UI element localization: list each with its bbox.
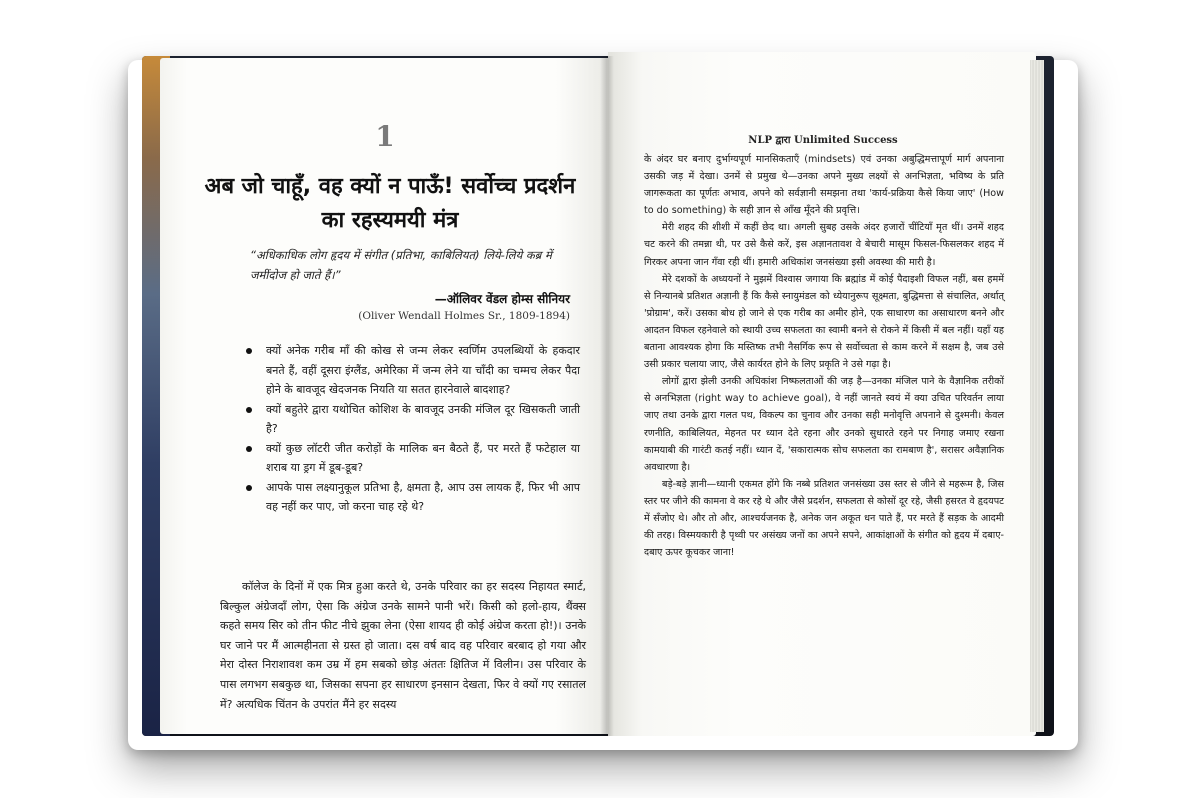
body-paragraph: बड़े-बड़े ज्ञानी—ध्यानी एकमत होंगे कि नब्बे प्रतिशत जनसंख्या उस स्तर से जीने से महरूम है, जिस स्तर पर जीने की कामना वे कर रहे थे और जैसे प्रदर्शन, सफलता से कोसों दूर रहे, जैसी हसरत वे हृदयपट में सँजोए थे। और तो और, आश्चर्यजनक है, अनेक जन अकूत धन पाते हैं, पर मरते हैं सड़क के आदमी की तरह। विस्मयकारी है पृथ्वी पर असंख्य जनों का अपने सपने, आकांक्षाओं के संगीत को हृदय में दबाए-दबाए ऊपर कूचकर जाना! xyxy=(644,478,1004,559)
book-spine xyxy=(600,56,614,736)
epigraph-author: —ऑलिवर वेंडल होम्स सीनियर xyxy=(434,292,570,306)
body-paragraph: मेरी शहद की शीशी में कहीं छेद था। अगली सुबह उसके अंदर हजारों चींटियाँ मृत थीं। उनमें शहद चट करने की तमन्ना थी, पर उसे कैसे करें, इस अज्ञानतावश वे बेचारी मासूम फिसल-फिसलकर शहद में गिरकर अपना जान गँवा रही थीं। हमारी अधिकांश जनसंख्या इसी अवस्था की मारी है। xyxy=(644,222,1004,268)
list-item: क्यों अनेक गरीब माँ की कोख से जन्म लेकर स्वर्णिम उपलब्धियों के हकदार बनते हैं, वहीं दूसरा इंग्लैंड, अमेरिका में जन्म लेने या चाँदी का चम्मच लेकर पैदा होने के बावजूद खेदजनक नियति या सतत हारनेवाले बादशाह? xyxy=(240,341,580,400)
chapter-number: 1 xyxy=(375,120,395,153)
bullet-icon xyxy=(246,446,252,452)
right-page xyxy=(608,52,1036,736)
page-edges xyxy=(1030,60,1044,732)
epigraph-quote: “अधिकाधिक लोग हृदय में संगीत (प्रतिभा, काबिलियत) लिये-लिये कब्र में जमींदोज हो जाते हैं।” xyxy=(250,248,552,282)
bullet-icon xyxy=(246,485,252,491)
list-item: क्यों बहुतेरे द्वारा यथोचित कोशिश के बावजूद उनकी मंजिल दूर खिसकती जाती है? xyxy=(240,400,580,439)
body-paragraph: मेरे दशकों के अध्ययनों ने मुझमें विश्वास जगाया कि ब्रह्मांड में कोई पैदाइशी विफल नहीं, बस हममें से निन्यानबे प्रतिशत अज्ञानी हैं कि कैसे स्नायुमंडल को ध्येयानुरूप सूक्ष्मता, बुद्धिमत्ता से संचालित, अर्थात् 'प्रोग्राम', करें। उसका बोध हो जाने से एक गरीब का अमीर होने, एक साधारण का असाधारण बनने और आदतन विफल रहनेवाले को स्थायी उच्च सफलता का स्वामी बनने से रोकने में किसी में बल नहीं। यहाँ यह बताना आवश्यक होगा कि मस्तिष्क तभी नैसर्गिक रूप से सर्वोच्चता से काम करने में सक्षम है, जब उसे उसी प्रकार चलाया जाए, जैसे कार्यरत होने के लिए प्रकृति ने उसे गढ़ा है। xyxy=(644,273,1004,371)
body-paragraph: लोगों द्वारा झेली उनकी अधिकांश निष्फलताओं की जड़ है—उनका मंजिल पाने के वैज्ञानिक तरीकों से अनभिज्ञता (right way to achieve goal), वे नहीं जानते स्वयं में क्या उचित परिवर्तन लाया जाए तथा उनके द्वारा गलत पथ, विकल्प का चुनाव और उनका सही मनोवृत्ति अपनाने से दुश्मनी। केवल रणनीति, काबिलियत, मेहनत पर ध्यान देते रहना और उनको सुधारते रहने पर निगाह जमाए रखना कामयाबी की गारंटी कतई नहीं। ध्यान दें, 'सकारात्मक सोच सफलता का रामबाण है', सरासर अवैज्ञानिक अवधारणा है। xyxy=(644,376,1004,473)
list-item: क्यों कुछ लॉटरी जीत करोड़ों के मालिक बन बैठते हैं, पर मरते हैं फटेहाल या शराब या ड्रग में डूब-डूब? xyxy=(240,439,580,478)
left-page xyxy=(160,58,610,734)
question-list xyxy=(240,341,580,517)
body-paragraph: के अंदर घर बनाए दुर्भाग्यपूर्ण मानसिकताएँ (mindsets) एवं उनका अबुद्धिमत्तापूर्ण मार्ग अपनाना उसकी जड़ में देखा। उनमें से प्रमुख थे—उनका अपने मुख्य लक्ष्यों से अनभिज्ञता, भविष्य के प्रति जागरूकता का पूर्णतः अभाव, अपने को सर्वज्ञानी समझना तथा 'कार्य-प्रक्रिया कैसे किया जाए' (How to do something) के सही ज्ञान से आँख मूँदने की प्रवृत्ति। xyxy=(644,154,1004,217)
chapter-title: अब जो चाहूँ, वह क्यों न पाऊँ! सर्वोच्च प्रदर्शन का रहस्यमयी मंत्र xyxy=(204,174,576,233)
body-paragraph: कॉलेज के दिनों में एक मित्र हुआ करते थे, उनके परिवार का हर सदस्य निहायत स्मार्ट, बिल्कुल अंग्रेजदाँ लोग, ऐसा कि अंग्रेज उनके सामने पानी भरें। किसी को हलो-हाय, थैंक्स कहते समय सिर को तीन फीट नीचे झुका लेना (ऐसा शायद ही कोई अंग्रेज करता हो!)। उनके घर जाने पर मैं आत्महीनता से ग्रस्त हो जाता। दस वर्ष बाद वह परिवार बरबाद हो गया और मेरा दोस्त निराशावश कम उम्र में हम सबको छोड़ अंततः क्षितिज में विलीन। उस परिवार के पास लगभग सबकुछ था, जिसका सपना हर साधारण इनसान देखता, फिर वे क्यों गए रसातल में? अत्यधिक चिंतन के उपरांत मैंने हर सदस्य xyxy=(220,580,586,711)
epigraph-author-english: (Oliver Wendall Holmes Sr., 1809-1894) xyxy=(358,310,570,322)
running-head: NLP द्वारा Unlimited Success xyxy=(748,135,898,146)
bullet-icon xyxy=(246,407,252,413)
list-item: आपके पास लक्ष्यानुकूल प्रतिभा है, क्षमता है, आप उस लायक हैं, फिर भी आप वह नहीं कर पाए, जो करना चाह रहे थे? xyxy=(240,478,580,517)
bullet-icon xyxy=(246,348,252,354)
right-body-text xyxy=(644,151,1004,561)
